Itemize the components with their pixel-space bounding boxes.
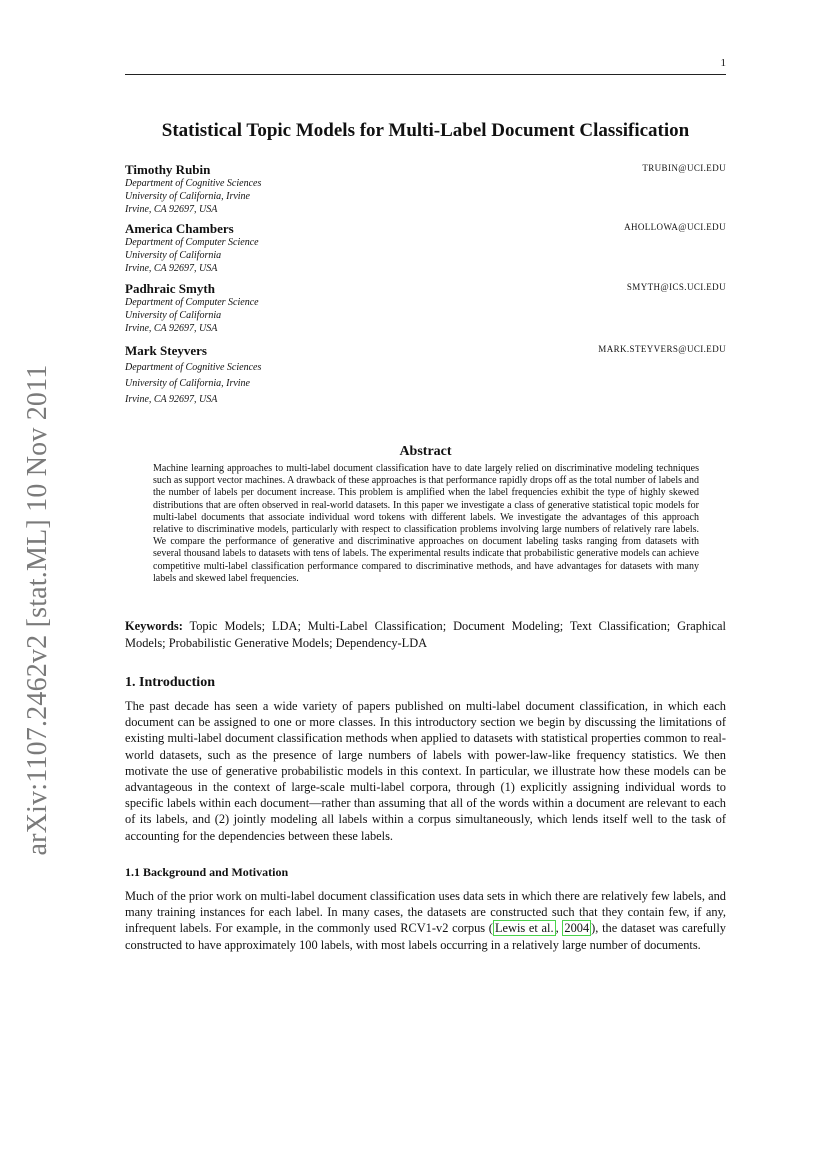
author-email: AHOLLOWA@UCI.EDU bbox=[624, 222, 726, 232]
author-affiliation: Department of Computer Science University of California Irvine, CA 92697, USA bbox=[125, 297, 259, 334]
author-name: America Chambers bbox=[125, 221, 234, 236]
header-rule bbox=[125, 74, 726, 75]
keywords bbox=[125, 618, 726, 652]
author-affiliation: Department of Computer Science University of California Irvine, CA 92697, USA bbox=[125, 237, 259, 274]
subsection-heading-background: 1.1 Background and Motivation bbox=[125, 865, 289, 879]
page-number: 1 bbox=[720, 57, 726, 69]
author-affiliation: Department of Cognitive Sciences University of California, Irvine Irvine, CA 92697, USA bbox=[125, 178, 262, 215]
author-block-1 bbox=[125, 162, 726, 216]
author-block-3 bbox=[125, 281, 726, 335]
author-email: MARK.STEYVERS@UCI.EDU bbox=[598, 344, 726, 354]
author-affiliation: Department of Cognitive Sciences University of California, Irvine Irvine, CA 92697, USA bbox=[125, 362, 262, 405]
abstract-text: Machine learning approaches to multi-label document classification have to date largely relied on discriminative modeling techniques such as support vector machines. A drawback of these approaches is that performance rapidly drops off as the total number of labels and the number of labels per document increase. This problem is amplified when the label frequencies exhibit the type of highly skewed distributions that are often observed in real-world datasets. In this paper we investigate a class of generative statistical topic models for multi-label documents that associate individual word tokens with different labels. We investigate the advantages of this approach relative to discriminative models, particularly with respect to classification problems involving large numbers of relatively rare labels. We compare the performance of generative and discriminative approaches on document labeling tasks ranging from datasets with several thousand labels to datasets with tens of labels. The experimental results indicate that probabilistic generative models can achieve competitive multi-label classification performance compared to discriminative methods, and have advantages for datasets with many labels and skewed label frequencies. bbox=[153, 463, 699, 584]
author-block-2 bbox=[125, 221, 726, 275]
abstract-heading: Abstract bbox=[399, 444, 452, 459]
author-email: SMYTH@ICS.UCI.EDU bbox=[626, 282, 726, 292]
arxiv-id: arXiv:1107.2462v2 [stat.ML] 10 Nov 2011 bbox=[22, 364, 53, 856]
author-name: Mark Steyvers bbox=[125, 343, 207, 358]
citation-link-year[interactable]: 2004 bbox=[564, 921, 590, 936]
keywords-text: Topic Models; LDA; Multi-Label Classification; Document Modeling; Text Classification; Graphical Models; Probabilistic Generative Models; Dependency-LDA bbox=[125, 619, 726, 650]
keywords-label: Keywords: bbox=[125, 619, 183, 633]
author-name: Timothy Rubin bbox=[125, 162, 211, 177]
paper-title: Statistical Topic Models for Multi-Label Document Classification bbox=[161, 120, 690, 141]
citation-link-author[interactable]: Lewis et al. bbox=[494, 921, 554, 936]
background-text: Much of the prior work on multi-label document classification uses data sets in which there are relatively few labels, and many training instances for each label. In many cases, the datasets are constructed such that they contain few, if any, infrequent labels. For example, in the commonly used RCV1-v2 corpus ( Lewis et al. , 2004 ), the dataset was carefully constructed to have approximately 100 labels, with most labels occurring in a relatively large number of documents. bbox=[125, 889, 726, 952]
section-heading-introduction: 1. Introduction bbox=[125, 675, 215, 690]
author-block-4 bbox=[125, 343, 726, 408]
introduction-text: The past decade has seen a wide variety of papers published on multi-label document classification, in which each document can be assigned to one or more classes. In this introductory section we begin by discussing the limitations of existing multi-label document classification methods when applied to datasets with statistical properties common to real-world datasets, such as the presence of large numbers of labels with power-law-like frequency statistics. We then motivate the use of generative probabilistic models in this context. In particular, we illustrate how these models can be advantageous in the context of large-scale multi-label corpora, through (1) explicitly assigning individual words to specific labels within each document—rather than assuming that all of the words within a document are relevant to each of its labels, and (2) jointly modeling all labels within a corpus simultaneously, which lends itself well to the task of accounting for the dependencies between these labels. bbox=[125, 699, 726, 843]
author-name: Padhraic Smyth bbox=[125, 281, 215, 296]
author-email: TRUBIN@UCI.EDU bbox=[642, 163, 726, 173]
